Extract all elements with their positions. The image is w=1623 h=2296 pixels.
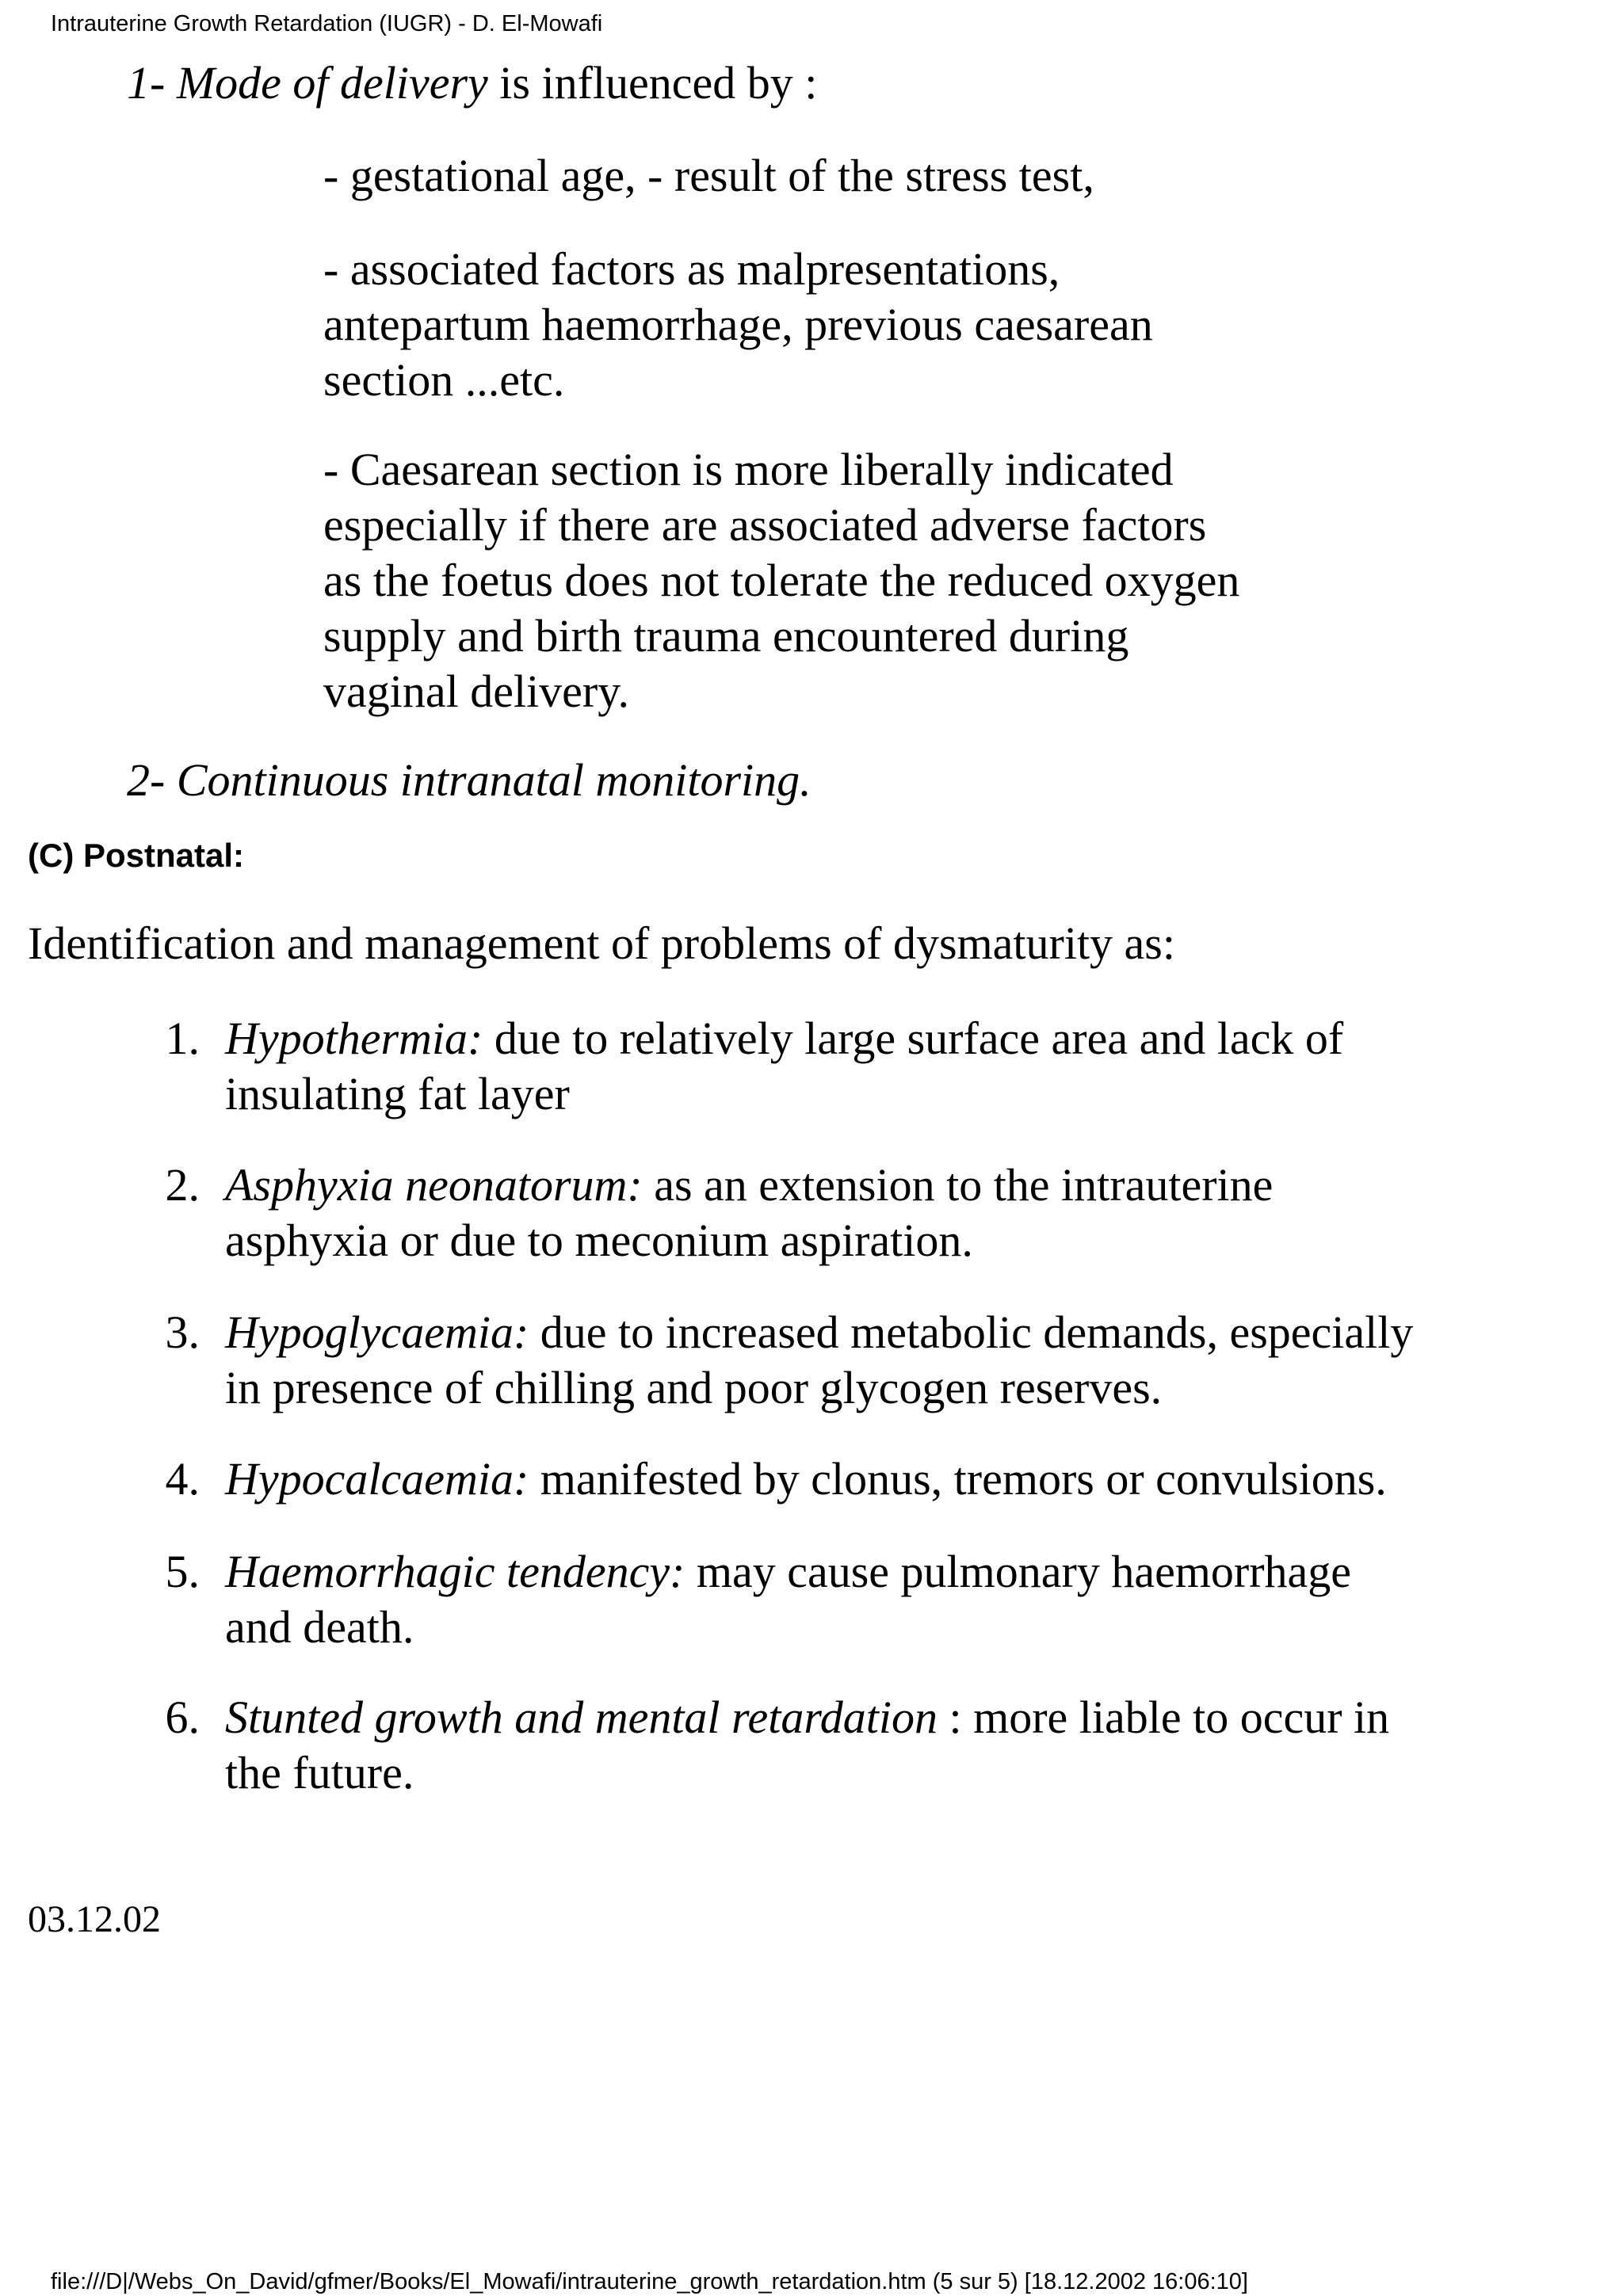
list-item-text: due to increased metabolic demands, especially <box>529 1306 1414 1358</box>
list-item-term: Hypothermia: <box>225 1013 483 1064</box>
page-header-title: Intrauterine Growth Retardation (IUGR) - D. El-Mowafi <box>51 11 603 36</box>
postnatal-heading: (C) Postnatal: <box>28 837 244 874</box>
delivery-factor-line: vaginal delivery. <box>323 666 629 717</box>
list-item-term: Hypocalcaemia: <box>225 1453 529 1505</box>
delivery-factor-2 <box>323 242 1369 408</box>
delivery-factor-3 <box>323 442 1369 719</box>
list-item-term: Haemorrhagic tendency: <box>225 1546 685 1597</box>
mode-of-delivery-rest: is influenced by : <box>487 57 818 109</box>
list-item-text: insulating fat layer <box>225 1068 570 1119</box>
list-item-text: manifested by clonus, tremors or convulsions. <box>529 1453 1387 1505</box>
delivery-factor-line: - Caesarean section is more liberally indicated <box>323 444 1174 495</box>
continuous-monitoring-text: 2- Continuous intranatal monitoring. <box>127 754 812 806</box>
list-item-text: in presence of chilling and poor glycogen reserves. <box>225 1362 1163 1413</box>
delivery-factor-line: - associated factors as malpresentations, <box>323 243 1060 295</box>
delivery-factor-1 <box>323 148 1369 204</box>
delivery-factor-line: - gestational age, - result of the stress test, <box>323 150 1094 201</box>
postnatal-intro: Identification and management of problems of dysmaturity as: <box>28 917 1175 969</box>
list-item-number: 3. <box>165 1306 200 1358</box>
delivery-factor-line: antepartum haemorrhage, previous caesarean <box>323 299 1153 350</box>
list-item-number: 2. <box>165 1159 200 1211</box>
list-item-text: as an extension to the intrauterine <box>642 1159 1274 1211</box>
delivery-factor-line: as the foetus does not tolerate the reduced oxygen <box>323 555 1240 606</box>
list-item-number: 5. <box>165 1546 200 1597</box>
list-item-text: due to relatively large surface area and lack of <box>483 1013 1344 1064</box>
list-item-term: Stunted growth and mental retardation <box>225 1691 938 1743</box>
list-item-text: : more liable to occur in <box>937 1691 1390 1743</box>
mode-of-delivery-term: 1- Mode of delivery <box>127 57 488 109</box>
list-item-text: the future. <box>225 1747 414 1798</box>
page-footer-url: file:///D|/Webs_On_David/gfmer/Books/El_Mowafi/intrauterine_growth_retardation.htm (5 sur 5) [18.12.2002 16:06:10] <box>51 2269 1248 2294</box>
list-item-term: Asphyxia neonatorum: <box>225 1159 643 1211</box>
document-date: 03.12.02 <box>28 1898 161 1940</box>
list-item-number: 1. <box>165 1013 200 1064</box>
list-item-text: and death. <box>225 1601 414 1653</box>
list-item-term: Hypoglycaemia: <box>225 1306 529 1358</box>
delivery-factor-line: section ...etc. <box>323 354 565 406</box>
list-item-number: 6. <box>165 1691 200 1743</box>
continuous-monitoring-line <box>127 753 812 808</box>
delivery-factor-line: especially if there are associated adverse factors <box>323 499 1207 551</box>
list-item-text: asphyxia or due to meconium aspiration. <box>225 1215 973 1266</box>
list-item-text: may cause pulmonary haemorrhage <box>685 1546 1352 1597</box>
list-item-number: 4. <box>165 1453 200 1505</box>
mode-of-delivery-line <box>127 55 817 111</box>
delivery-factor-line: supply and birth trauma encountered during <box>323 610 1129 662</box>
